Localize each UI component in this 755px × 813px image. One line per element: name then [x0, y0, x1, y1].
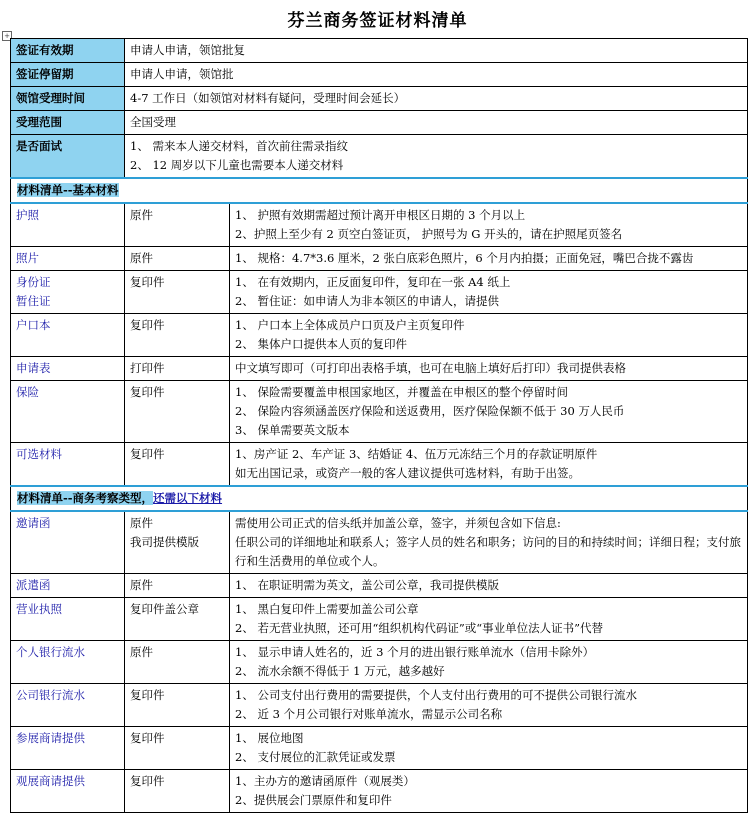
requirement-line: 1、主办方的邀请函原件（观展类） [235, 774, 415, 788]
interview-label-text: 是否面试 [16, 139, 62, 153]
info-value-text: 申请人申请，领馆批复 [130, 43, 245, 57]
material-name-text: 户口本 [16, 318, 51, 332]
info-value [125, 63, 748, 87]
material-row [11, 357, 748, 381]
material-requirements [230, 684, 748, 727]
material-name-text: 观展商请提供 [16, 774, 85, 788]
material-type [125, 574, 230, 598]
info-label [11, 63, 125, 87]
requirement-line: 1、 公司支付出行费用的需要提供，个人支付出行费用的可不提供公司银行流水 [235, 688, 637, 702]
material-type-text: 复印件盖公章 [130, 602, 199, 616]
material-type-text: 复印件 [130, 318, 165, 332]
material-requirements [230, 574, 748, 598]
info-label-text: 受理范围 [16, 115, 62, 129]
info-value-text: 申请人申请，领馆批 [130, 67, 234, 81]
requirement-line: 2、提供展会门票原件和复印件 [235, 793, 392, 807]
material-type-text: 复印件 [130, 275, 165, 289]
material-name [11, 381, 125, 443]
material-name-text: 照片 [16, 251, 39, 265]
material-type-text: 复印件 [130, 385, 165, 399]
requirement-line: 1、 黑白复印件上需要加盖公司公章 [235, 602, 419, 616]
section-title [11, 178, 748, 203]
interview-value [125, 135, 748, 179]
material-type-text: 原件 [130, 645, 153, 659]
material-name [11, 598, 125, 641]
material-type [125, 770, 230, 813]
section-highlight: 还需以下材料 [153, 491, 223, 505]
material-name-text: 申请表 [16, 361, 51, 375]
requirement-line: 1、 规格：4.7*3.6 厘米，2 张白底彩色照片，6 个月内拍摄；正面免冠，嘴巴合拢不露齿 [235, 251, 694, 265]
material-requirements [230, 381, 748, 443]
material-type-text: 复印件 [130, 774, 165, 788]
info-value-text: 4-7 工作日（如领馆对材料有疑问，受理时间会延长） [130, 91, 406, 105]
material-type-text: 原件 [130, 208, 153, 222]
requirement-line: 1、 护照有效期需超过预计离开申根区日期的 3 个月以上 [235, 208, 526, 222]
material-row [11, 598, 748, 641]
material-row [11, 641, 748, 684]
material-name [11, 314, 125, 357]
requirement-line: 1、 在有效期内，正反面复印件，复印在一张 A4 纸上 [235, 275, 511, 289]
requirement-line: 1、 显示申请人姓名的，近 3 个月的进出银行账单流水（信用卡除外） [235, 645, 595, 659]
material-requirements [230, 727, 748, 770]
material-requirements [230, 357, 748, 381]
material-type [125, 357, 230, 381]
material-row [11, 314, 748, 357]
interview-line: 2、 12 周岁以下儿童也需要本人递交材料 [130, 158, 344, 172]
material-name-text: 派遣函 [16, 578, 51, 592]
info-value [125, 39, 748, 63]
requirement-line: 任职公司的详细地址和联系人；签字人员的姓名和职务；访问的目的和持续时间；详细日程；支付旅行和生活费用的单位或个人。 [235, 535, 741, 568]
material-row [11, 271, 748, 314]
material-name-text: 公司银行流水 [16, 688, 85, 702]
material-name-text: 营业执照 [16, 602, 62, 616]
material-name-text: 身份证 [16, 275, 51, 289]
material-name [11, 357, 125, 381]
section-suffix: --基本材料 [63, 183, 119, 197]
visa-materials-table [10, 38, 748, 813]
requirement-line: 2、 若无营业执照，还可用“组织机构代码证”或“事业单位法人证书”代替 [235, 621, 603, 635]
material-row [11, 443, 748, 487]
section-middle: --商务考察类型， [63, 491, 154, 505]
document-title: 芬兰商务签证材料清单 [287, 11, 468, 31]
material-row [11, 770, 748, 813]
material-requirements [230, 271, 748, 314]
requirement-line: 3、 保单需要英文版本 [235, 423, 350, 437]
requirement-line: 1、 保险需要覆盖申根国家地区，并覆盖在申根区的整个停留时间 [235, 385, 568, 399]
info-value [125, 87, 748, 111]
material-requirements [230, 247, 748, 271]
info-label-text: 签证停留期 [16, 67, 74, 81]
info-value [125, 111, 748, 135]
material-type-text: 复印件 [130, 688, 165, 702]
info-row [11, 63, 748, 87]
material-type [125, 641, 230, 684]
material-row [11, 203, 748, 247]
material-name-text: 个人银行流水 [16, 645, 85, 659]
material-type [125, 511, 230, 574]
material-type [125, 598, 230, 641]
section-prefix: 材料清单 [17, 183, 63, 197]
material-row [11, 574, 748, 598]
material-requirements [230, 511, 748, 574]
material-requirements [230, 314, 748, 357]
info-label-text: 签证有效期 [16, 43, 74, 57]
requirement-line: 1、 在职证明需为英文，盖公司公章，我司提供模版 [235, 578, 499, 592]
material-type-text: 原件 [130, 578, 153, 592]
info-label-text: 领馆受理时间 [16, 91, 85, 105]
interview-line: 1、 需来本人递交材料，首次前往需录指纹 [130, 139, 348, 153]
info-label [11, 39, 125, 63]
info-row [11, 39, 748, 63]
material-type-text: 打印件 [130, 361, 165, 375]
table-move-handle-icon[interactable]: + [2, 31, 12, 41]
section-header [11, 178, 748, 203]
info-row [11, 111, 748, 135]
material-requirements [230, 203, 748, 247]
requirement-line: 2、 支付展位的汇款凭证或发票 [235, 750, 396, 764]
material-type [125, 203, 230, 247]
material-name [11, 684, 125, 727]
material-name [11, 511, 125, 574]
info-label [11, 111, 125, 135]
material-name [11, 203, 125, 247]
info-label [11, 87, 125, 111]
material-name-text: 邀请函 [16, 516, 51, 530]
material-type [125, 271, 230, 314]
material-type [125, 314, 230, 357]
material-type [125, 684, 230, 727]
requirement-line: 2、护照上至少有 2 页空白签证页， 护照号为 G 开头的，请在护照尾页签名 [235, 227, 623, 241]
material-name-text: 护照 [16, 208, 39, 222]
material-requirements [230, 770, 748, 813]
section-header [11, 486, 748, 511]
requirement-line: 2、 集体户口提供本人页的复印件 [235, 337, 407, 351]
requirement-line: 1、 展位地图 [235, 731, 304, 745]
requirement-line: 1、 户口本上全体成员户口页及户主页复印件 [235, 318, 465, 332]
material-row [11, 381, 748, 443]
requirement-line: 2、 流水余额不得低于 1 万元，越多越好 [235, 664, 445, 678]
requirement-line: 需使用公司正式的信头纸并加盖公章，签字，并须包含如下信息: [235, 516, 561, 530]
material-name [11, 247, 125, 271]
material-name [11, 770, 125, 813]
material-name [11, 574, 125, 598]
material-name-text: 参展商请提供 [16, 731, 85, 745]
info-row [11, 87, 748, 111]
material-type [125, 247, 230, 271]
requirement-line: 2、 近 3 个月公司银行对账单流水，需显示公司名称 [235, 707, 503, 721]
material-requirements [230, 598, 748, 641]
requirement-line: 2、 保险内容须涵盖医疗保险和送返费用，医疗保险保额不低于 30 万人民币 [235, 404, 625, 418]
section-title [11, 486, 748, 511]
info-value-text: 全国受理 [130, 115, 176, 129]
material-name [11, 443, 125, 487]
interview-row [11, 135, 748, 179]
requirement-line: 1、房产证 2、车产证 3、结婚证 4、伍万元冻结三个月的存款证明原件 [235, 447, 598, 461]
material-row [11, 727, 748, 770]
interview-label [11, 135, 125, 179]
material-type-text: 原件 [130, 516, 153, 530]
material-name [11, 641, 125, 684]
material-type [125, 443, 230, 487]
material-type [125, 381, 230, 443]
material-name [11, 727, 125, 770]
material-requirements [230, 443, 748, 487]
material-name [11, 271, 125, 314]
material-row [11, 247, 748, 271]
material-name-text: 可选材料 [16, 447, 62, 461]
requirement-line: 中文填写即可（可打印出表格手填，也可在电脑上填好后打印）我司提供表格 [235, 361, 626, 375]
material-type-text: 复印件 [130, 731, 165, 745]
material-type-text: 原件 [130, 251, 153, 265]
requirement-line: 如无出国记录，或资产一般的客人建议提供可选材料，有助于出签。 [235, 466, 580, 480]
material-type-text: 复印件 [130, 447, 165, 461]
material-row [11, 684, 748, 727]
material-name-text: 暂住证 [16, 294, 51, 308]
material-type [125, 727, 230, 770]
material-type-text: 我司提供模版 [130, 535, 199, 549]
material-row [11, 511, 748, 574]
section-prefix: 材料清单 [17, 491, 63, 505]
material-name-text: 保险 [16, 385, 39, 399]
requirement-line: 2、 暂住证：如申请人为非本领区的申请人，请提供 [235, 294, 499, 308]
material-requirements [230, 641, 748, 684]
